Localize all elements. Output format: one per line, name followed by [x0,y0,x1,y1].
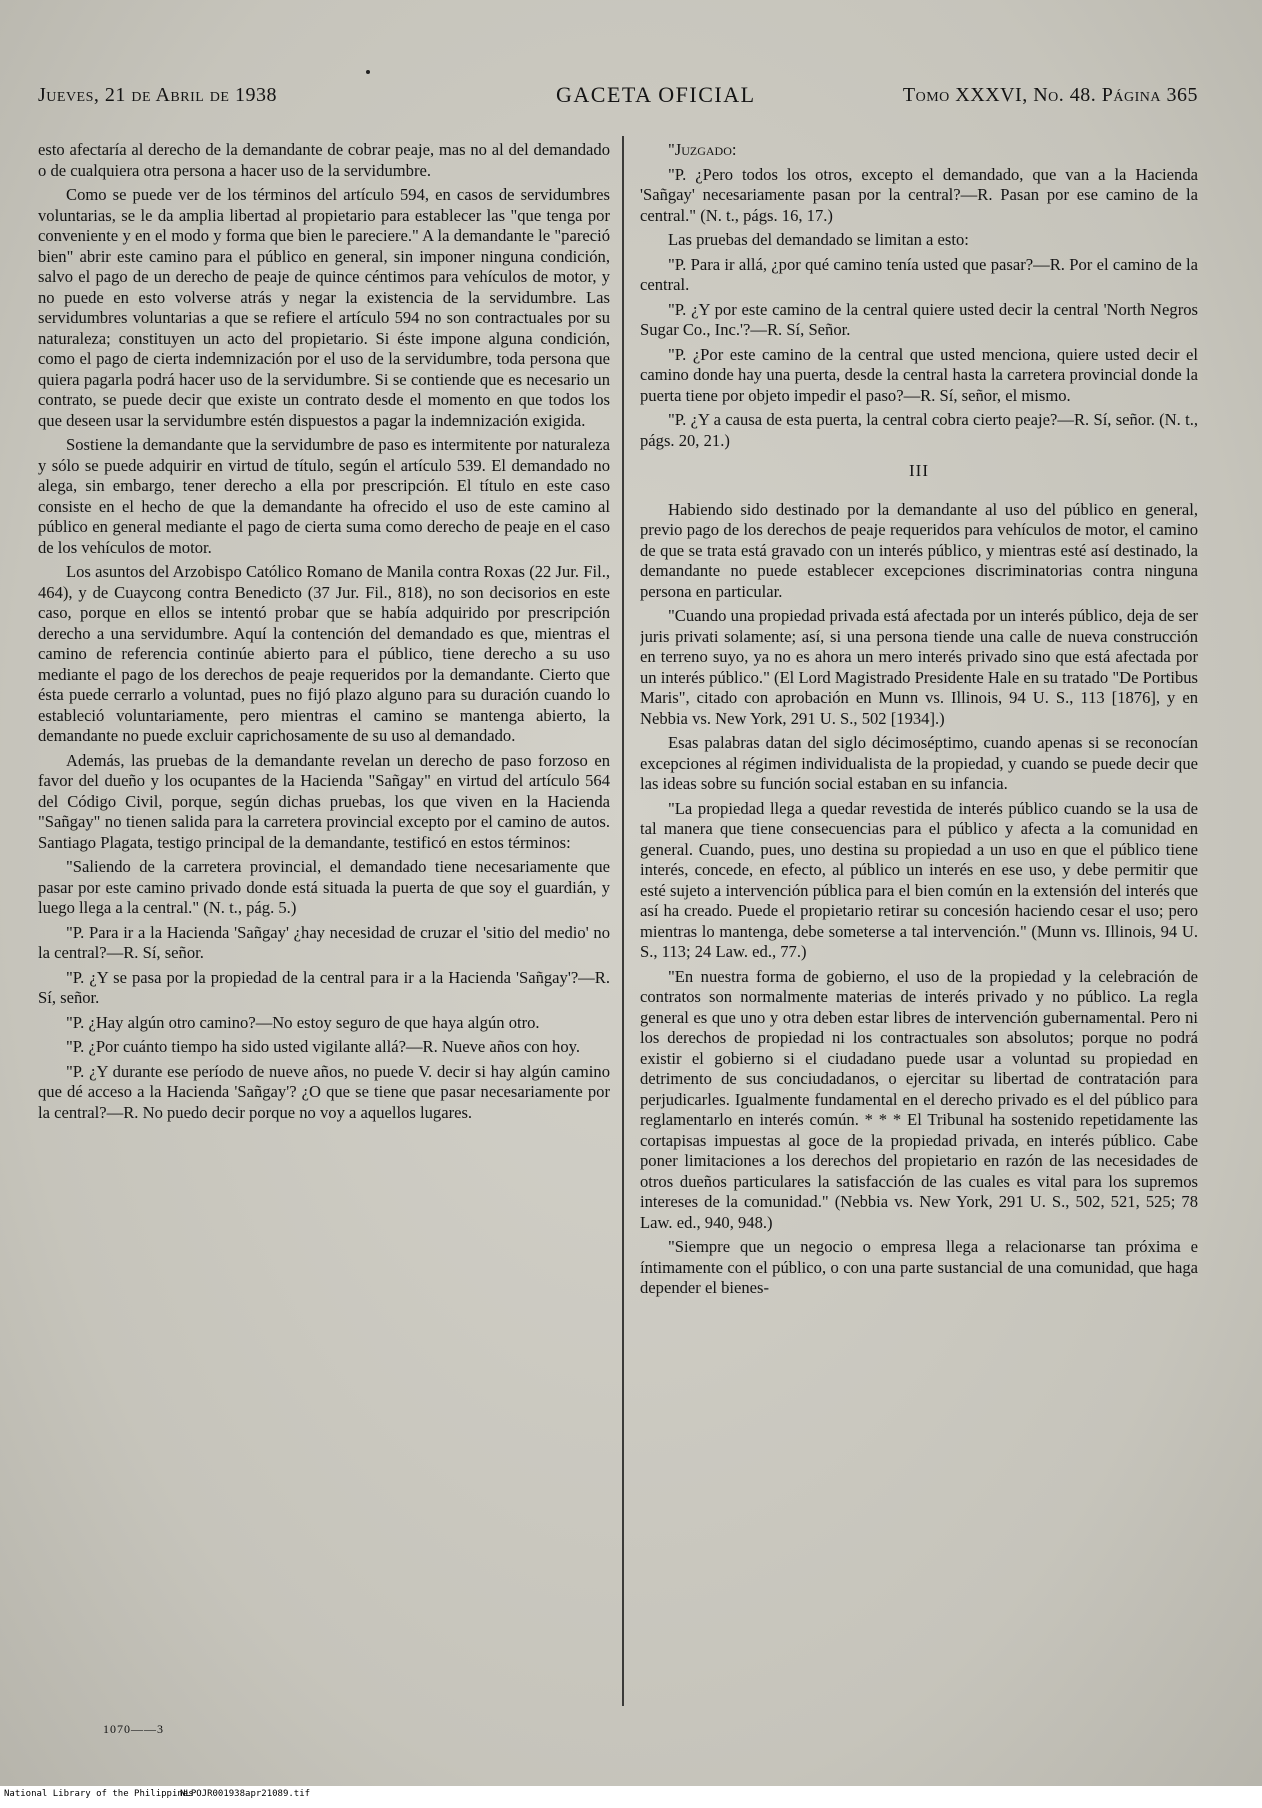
header-date: Jueves, 21 de Abril de 1938 [38,84,277,106]
scan-file-id: NLPOJR001938apr21089.tif [180,1789,311,1799]
quoted-testimony: "Saliendo de la carretera provincial, el demandado tiene necesariamente que pasar por este camino privado donde está situada la puerta de que soy el guardián, y luego llega a la central." (N. t., pág. 5.) [38,857,610,917]
column-divider [622,136,624,1706]
court-label: "Juzgado: [668,140,737,159]
testimony-question: "P. ¿Y se pasa por la propiedad de la central para ir a la Hacienda 'Sañgay'?—R. Sí, señor. [38,967,610,1007]
right-column [640,140,1198,1680]
quoted-paragraph: "La propiedad llega a quedar revestida de interés público cuando se la usa de tal manera que tiene consecuencias para el público y afecta a la comunidad en general. Cuando, pues, uno destina su propiedad a un uso en que el público tiene interés, concede, en efecto, al público un interés en ese uso, y debe permitir que esté sujeto a intervención pública para el bien común en la extensión del interés que así ha creado. Puede el propietario retirar su concesión haciendo cesar el uso; pero mientras lo mantenga, debe someterse a tal intervención." (Munn vs. Illinois, 94 U. S., 113; 24 Law. ed., 77.) [640,798,1198,961]
paragraph: Además, las pruebas de la demandante revelan un derecho de paso forzoso en favor del dueño y los ocupantes de la Hacienda "Sañgay" en virtud del artículo 564 del Código Civil, porque, según dichas pruebas, los que viven en la Hacienda "Sañgay" no tienen salida para la carretera provincial excepto por el camino de autos. Santiago Plagata, testigo principal de la demandante, testificó en estos términos: [38,750,610,852]
header-publication-title: GACETA OFICIAL [556,82,756,107]
ink-dot [366,70,370,74]
testimony-question: "P. ¿Por cuánto tiempo ha sido usted vigilante allá?—R. Nueve años con hoy. [66,1037,581,1056]
scan-info-bar [0,1786,1262,1808]
testimony-question: "P. ¿Y durante ese período de nueve años, no puede V. decir si hay algún camino que dé acceso a la Hacienda 'Sañgay'? ¿O que se tiene que pasar necesariamente por la central?—R. No puedo decir porque no voy a aquellos lugares. [38,1061,610,1122]
left-column [38,140,610,1710]
quoted-paragraph: "En nuestra forma de gobierno, el uso de la propiedad y la celebración de contratos son normalmente materias de interés privado y no público. La regla general es que uno y otra deben estar libres de intervención gubernamental. Pero ni los derechos de propiedad ni los contractuales son absolutos; porque no podrá existir el gobierno si el ciudadano puede usar a voluntad su propiedad en detrimento de sus conciudadanos, o ejercitar su libertad de contratación para perjudicarles. Igualmente fundamental en el derecho privado es el del público para reglamentarlo en interés común. * * * El Tribunal ha sostenido repetidamente las cortapisas impuestas al goce de la propiedad privada, en interés público. Cabe poner limitaciones a los derechos del propietario en razón de las necesidades de otros dueños particulares la satisfacción de las cuales es vital para los supremos intereses de la comunidad." (Nebbia vs. New York, 291 U. S., 502, 521, 525; 78 Law. ed., 940, 948.) [640,966,1198,1232]
testimony-question: "P. ¿Y a causa de esta puerta, la central cobra cierto peaje?—R. Sí, señor. (N. t., págs. 20, 21.) [640,410,1198,450]
testimony-question: "P. Para ir a la Hacienda 'Sañgay' ¿hay necesidad de cruzar el 'sitio del medio' no la central?—R. Sí, señor. [38,922,610,962]
paragraph: Sostiene la demandante que la servidumbre de paso es intermitente por naturaleza y sólo se puede adquirir en virtud de título, según el artículo 539. El demandado no alega, sin embargo, tener derecho a ella por prescripción. El título en este caso consiste en el hecho de que la demandante ha ofrecido el uso de este camino al público en general mediante el pago de cierta suma como derecho de peaje en el caso de los vehículos de motor. [38,435,610,557]
library-caption: National Library of the Philippines [4,1789,194,1799]
quoted-paragraph: "Siempre que un negocio o empresa llega a relacionarse tan próxima e íntimamente con el público, o con una parte sustancial de una comunidad, que haga depender el bienes- [640,1237,1198,1297]
paragraph: esto afectaría al derecho de la demandante de cobrar peaje, mas no al del demandado o de cualquiera otra persona a hacer uso de la servidumbre. [38,140,610,180]
paragraph: Esas palabras datan del siglo décimoséptimo, cuando apenas si se reconocían excepciones al régimen individualista de la propiedad, y cuando se puede decir que las ideas sobre su función social estaban en su infancia. [640,733,1198,793]
testimony-question: "P. ¿Por este camino de la central que usted menciona, quiere usted decir el camino donde hay una puerta, desde la central hasta la carretera provincial donde la puerta tiene por objeto impedir el paso?—R. Sí, señor, el mismo. [640,344,1198,405]
testimony-question: "P. ¿Hay algún otro camino?—No estoy seguro de que haya algún otro. [66,1012,540,1032]
quoted-paragraph: "Cuando una propiedad privada está afectada por un interés público, deja de ser juris privati solamente; así, si una persona tiende una calle de nueva construcción en terreno suyo, ya no es ahora un mero interés privado sino que está afectada por un interés público." (El Lord Magistrado Presidente Hale en su tratado "De Portibus Maris", citado con aprobación en Munn vs. Illinois, 94 U. S., 113 [1876], y en Nebbia vs. New York, 291 U. S., 502 [1934].) [640,606,1198,728]
section-heading: III [909,461,929,480]
paragraph: Las pruebas del demandado se limitan a esto: [668,230,969,249]
paragraph: Como se puede ver de los términos del artículo 594, en casos de servidumbres voluntarias, se le da amplia libertad al propietario para establecer las "que tenga por conveniente y en el modo y forma que bien le pareciere." A la demandante le "pareció bien" abrir este camino para el público en general, sin imponer ninguna condición, salvo el pago de un derecho de peaje de quince céntimos para vehículos de motor, y no puede en esto volverse atrás y negar la existencia de la servidumbre. Las servidumbres voluntarias a que se refiere el artículo 594 no son contractuales por su naturaleza; constituyen un acto del propietario. Si éste impone alguna condición, como el pago de cierta indemnización por el uso de la servidumbre, toda persona que quiera pagarla podrá hacer uso de la servidumbre. Si se contiende que es necesario un contrato, se puede decir que existe un contrato desde el momento en que todos los que deseen usar la servidumbre estén dispuestos a pagar la indemnización exigida. [38,185,610,430]
header-volume-page: Tomo XXXVI, No. 48. Página 365 [902,84,1198,106]
testimony-question: "P. ¿Y por este camino de la central quiere usted decir la central 'North Negros Sugar Co., Inc.'?—R. Sí, Señor. [640,299,1198,339]
testimony-question: "P. Para ir allá, ¿por qué camino tenía usted que pasar?—R. Por el camino de la central. [640,254,1198,294]
testimony-question: "P. ¿Pero todos los otros, excepto el demandado, que van a la Hacienda 'Sañgay' necesariamente pasan por la central?—R. Pasan por ese camino de la central." (N. t., págs. 16, 17.) [640,164,1198,225]
printer-mark: 1070——3 [103,1722,164,1736]
page-header [38,84,1198,110]
paragraph: Los asuntos del Arzobispo Católico Romano de Manila contra Roxas (22 Jur. Fil., 464), y de Cuaycong contra Benedicto (37 Jur. Fil., 818), no son decisorios en este caso, porque en ellos se intentó probar que se había adquirido por prescripción derecho a una servidumbre. Aquí la contención del demandado es que, mientras el camino de referencia continúe abierto para el público, tiene derecho a su uso mediante el pago de los derechos de peaje requeridos por la demandante. Cierto que ésta puede cerrarlo a voluntad, pues no fijó plazo alguno para su duración cuando lo estableció voluntariamente, pero mientras el camino se mantenga abierto, la demandante no puede excluir caprichosamente de su uso al demandado. [38,562,610,745]
paragraph: Habiendo sido destinado por la demandante al uso del público en general, previo pago de los derechos de peaje requeridos para vehículos de motor, el camino de que se trata está gravado con un interés público, y mientras esté así destinado, la demandante no puede establecer excepciones discriminatorias contra ninguna persona en particular. [640,499,1198,601]
